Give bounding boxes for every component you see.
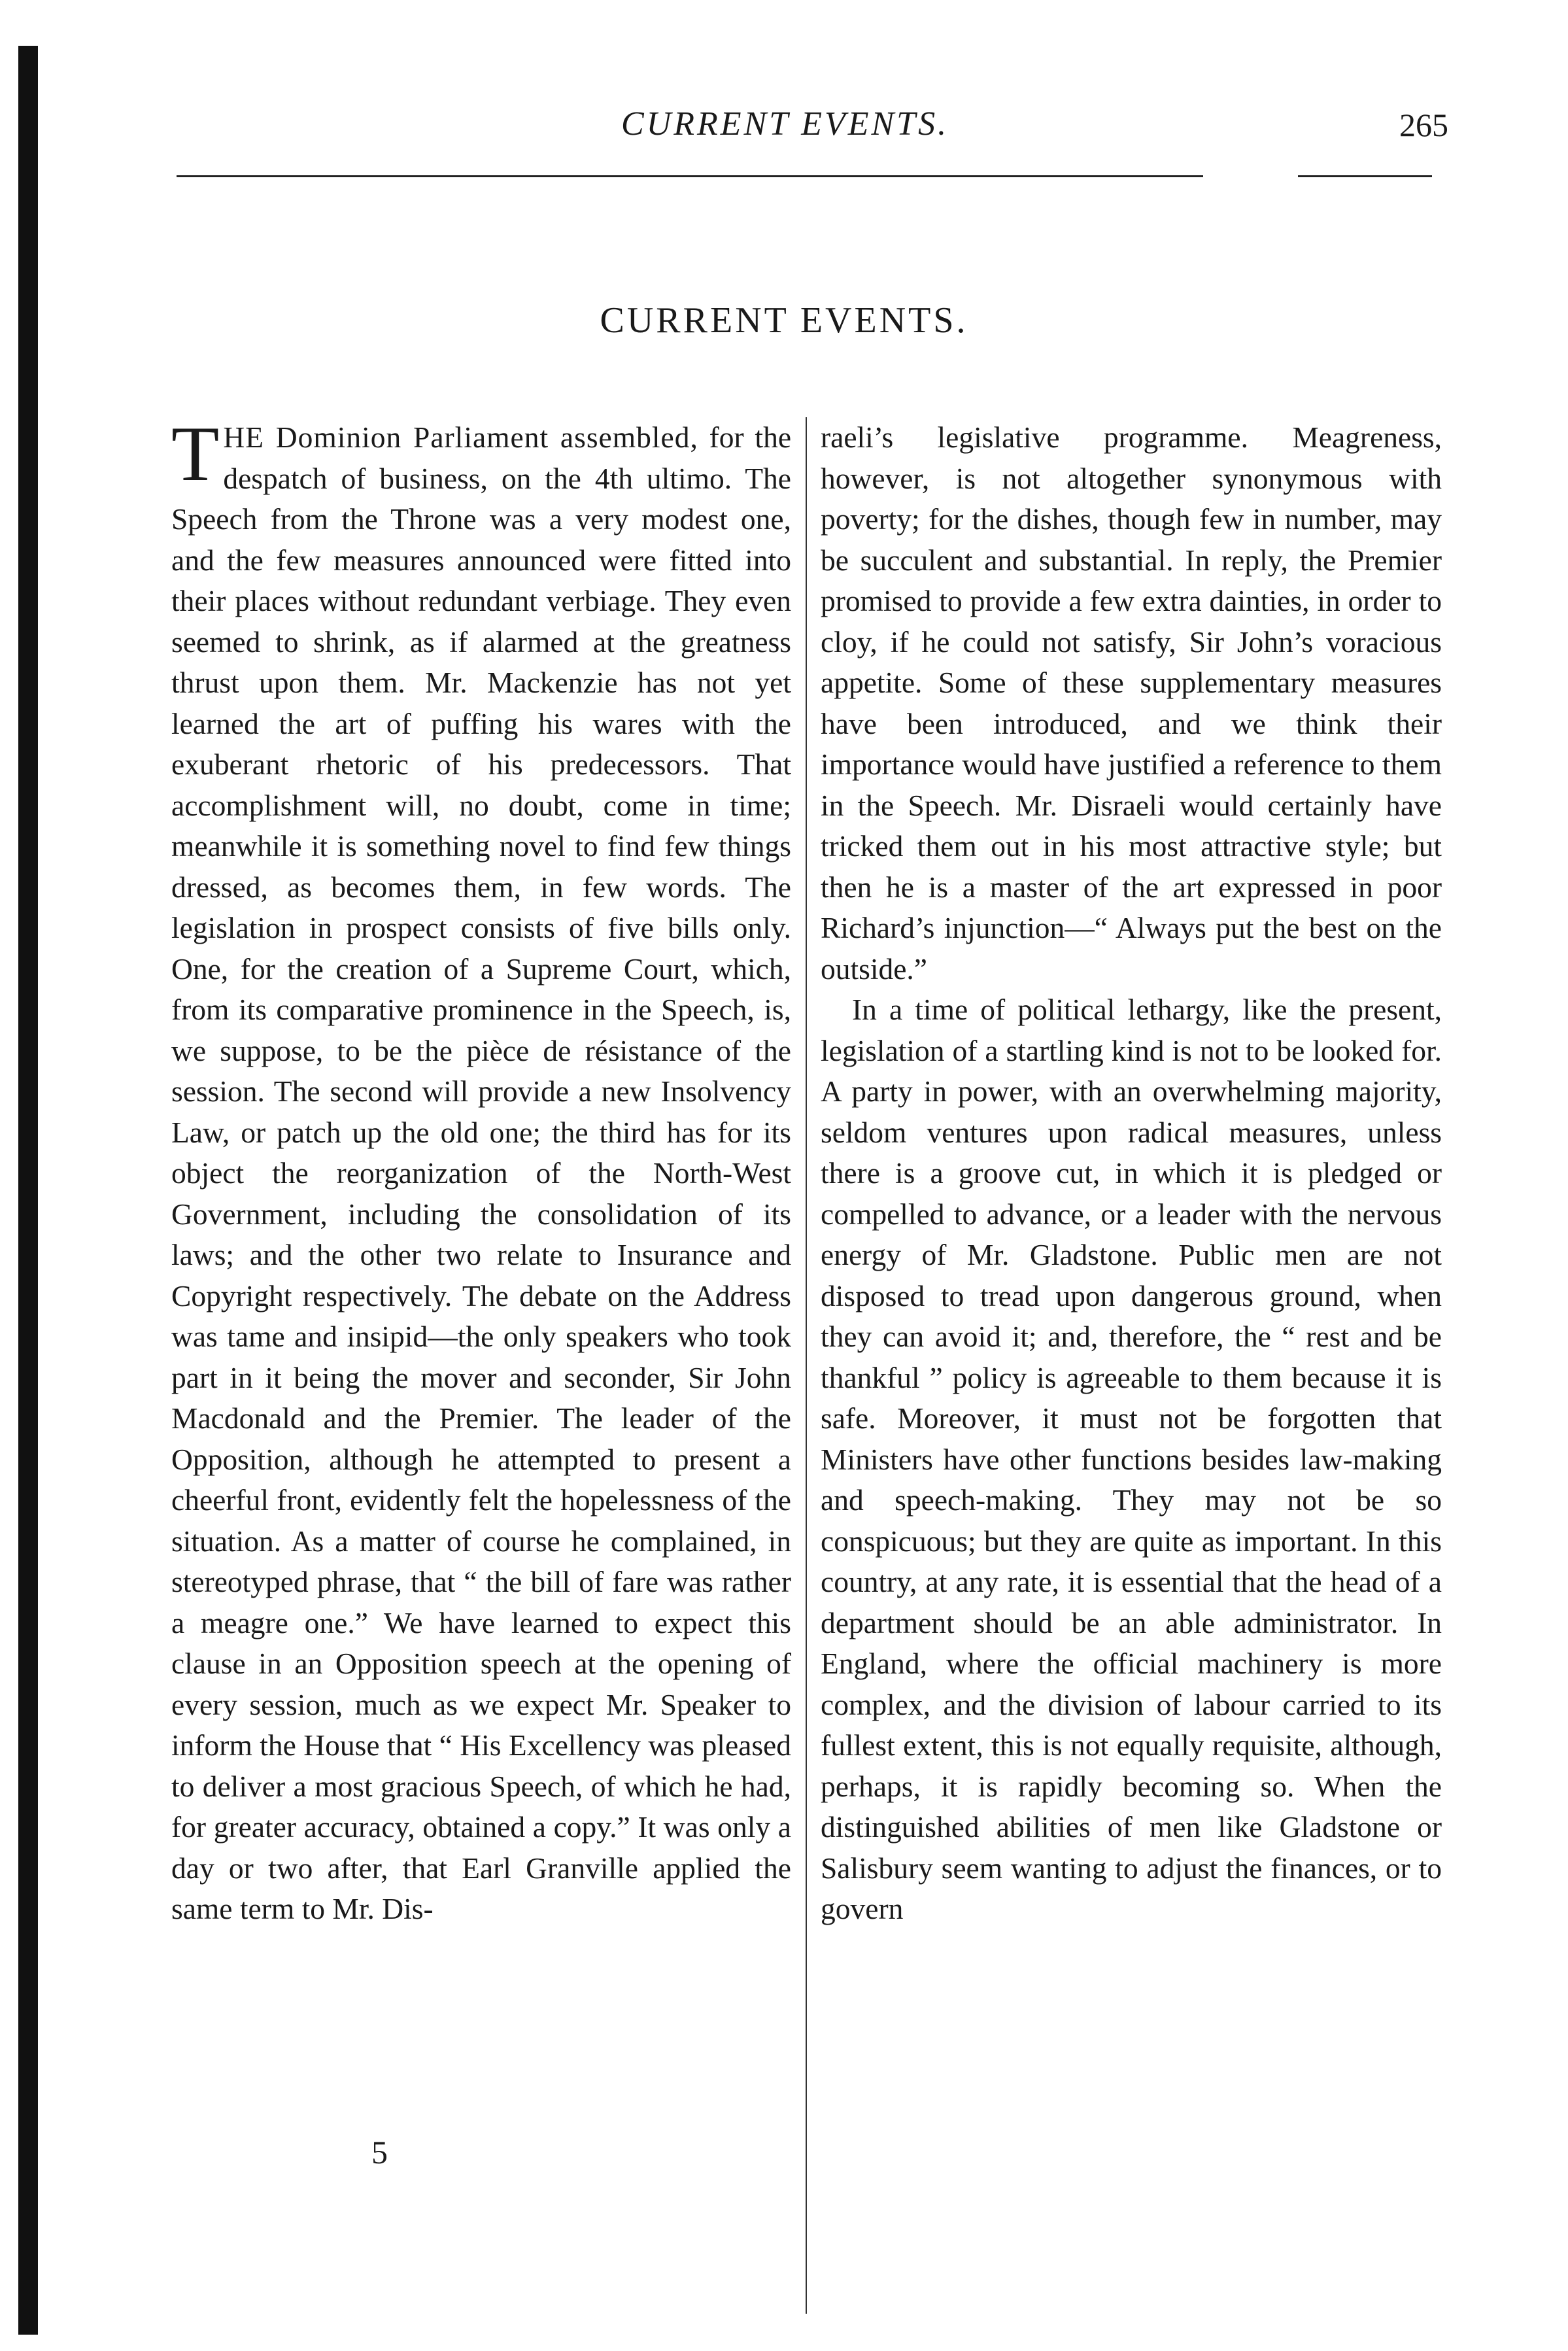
drop-cap: T [171, 410, 220, 497]
right-paragraph-2: In a time of political lethargy, like the present, legislation of a startling kind is not to be looked for. A party in power, with an overwhelming majority, seldom ventures upon radical measures, unless there is a groove cut, in which it is pledged or compelled to advance, or a leader with the nervous energy of Mr. Gladstone. Public men are not disposed to tread upon dangerous ground, when they can avoid it; and, therefore, the “ rest and be thankful ” policy is agreeable to them because it is safe. Moreover, it must not be forgotten that Ministers have other functions besides law-making and speech-making. They may not be so conspicuous; but they are quite as important. In this country, at any rate, it is essential that the head of a department should be an able administrator. In England, where the official machinery is more complex, and the division of labour carried to its fullest extent, this is not equally requisite, although, perhaps, it is rapidly becoming so. When the distinguished abilities of men like Gladstone or Salisbury seem wanting to adjust the finances, or to govern [821, 993, 1442, 1925]
running-title: CURRENT EVENTS. [621, 105, 949, 143]
column-divider [806, 417, 807, 2314]
header-rule-short [1298, 175, 1432, 177]
right-column [821, 417, 1442, 1930]
page-number: 265 [1399, 107, 1448, 143]
left-column [171, 410, 792, 1930]
left-column-text: for the despatch of business, on the 4th ultimo. The Speech from the Throne was a very modest one, and the few measures announced were fitted into their places without redundant verbiage. They even seemed to shrink, as if alarmed at the greatness thrust upon them. Mr. Mackenzie has not yet learned the art of puffing his wares with the exuberant rhetoric of his predecessors. That accomplishment will, no doubt, come in time; meanwhile it is something novel to find few things dressed, as becomes them, in few words. The legislation in prospect consists of five bills only. One, for the creation of a Supreme Court, which, from its comparative prominence in the Speech, is, we suppose, to be the pièce de résistance of the session. The second will provide a new Insolvency Law, or patch up the old one; the third has for its object the reorganization of the North-West Government, including the consolidation of its laws; and the other two relate to Insurance and Copyright respectively. The debate on the Address was tame and insipid—the only speakers who took part in it being the mover and seconder, Sir John Macdonald and the Premier. The leader of the Opposition, although he attempted to present a cheerful front, evidently felt the hopelessness of the situation. As a matter of course he complained, in stereotyped phrase, that “ the bill of fare was rather a meagre one.” We have learned to expect this clause in an Opposition speech at the opening of every session, much as we expect Mr. Speaker to inform the House that “ His Excellency was pleased to deliver a most gracious Speech, of which he had, for greater accuracy, obtained a copy.” It was only a day or two after, that Earl Granville applied the same term to Mr. Dis- [171, 420, 792, 1925]
header-rule [177, 175, 1203, 177]
section-title: CURRENT EVENTS. [600, 300, 968, 341]
right-paragraph-1: raeli’s legislative programme. Meagreness, however, is not altogether synonymous with poverty; for the dishes, though few in number, may be succulent and substantial. In reply, the Premier promised to provide a few extra dainties, in order to cloy, if he could not satisfy, Sir John’s voracious appetite. Some of these supplementary measures have been introduced, and we think their importance would have justified a reference to them in the Speech. Mr. Disraeli would certainly have tricked them out in his most attractive style; but then he is a master of the art expressed in poor Richard’s injunction—“ Always put the best on the outside.” [821, 420, 1442, 986]
opening-paragraph [171, 410, 792, 1930]
page-binding-edge [18, 46, 38, 2335]
signature-mark: 5 [371, 2134, 388, 2171]
opening-words: HE Dominion Parliament assembled, [223, 420, 698, 454]
